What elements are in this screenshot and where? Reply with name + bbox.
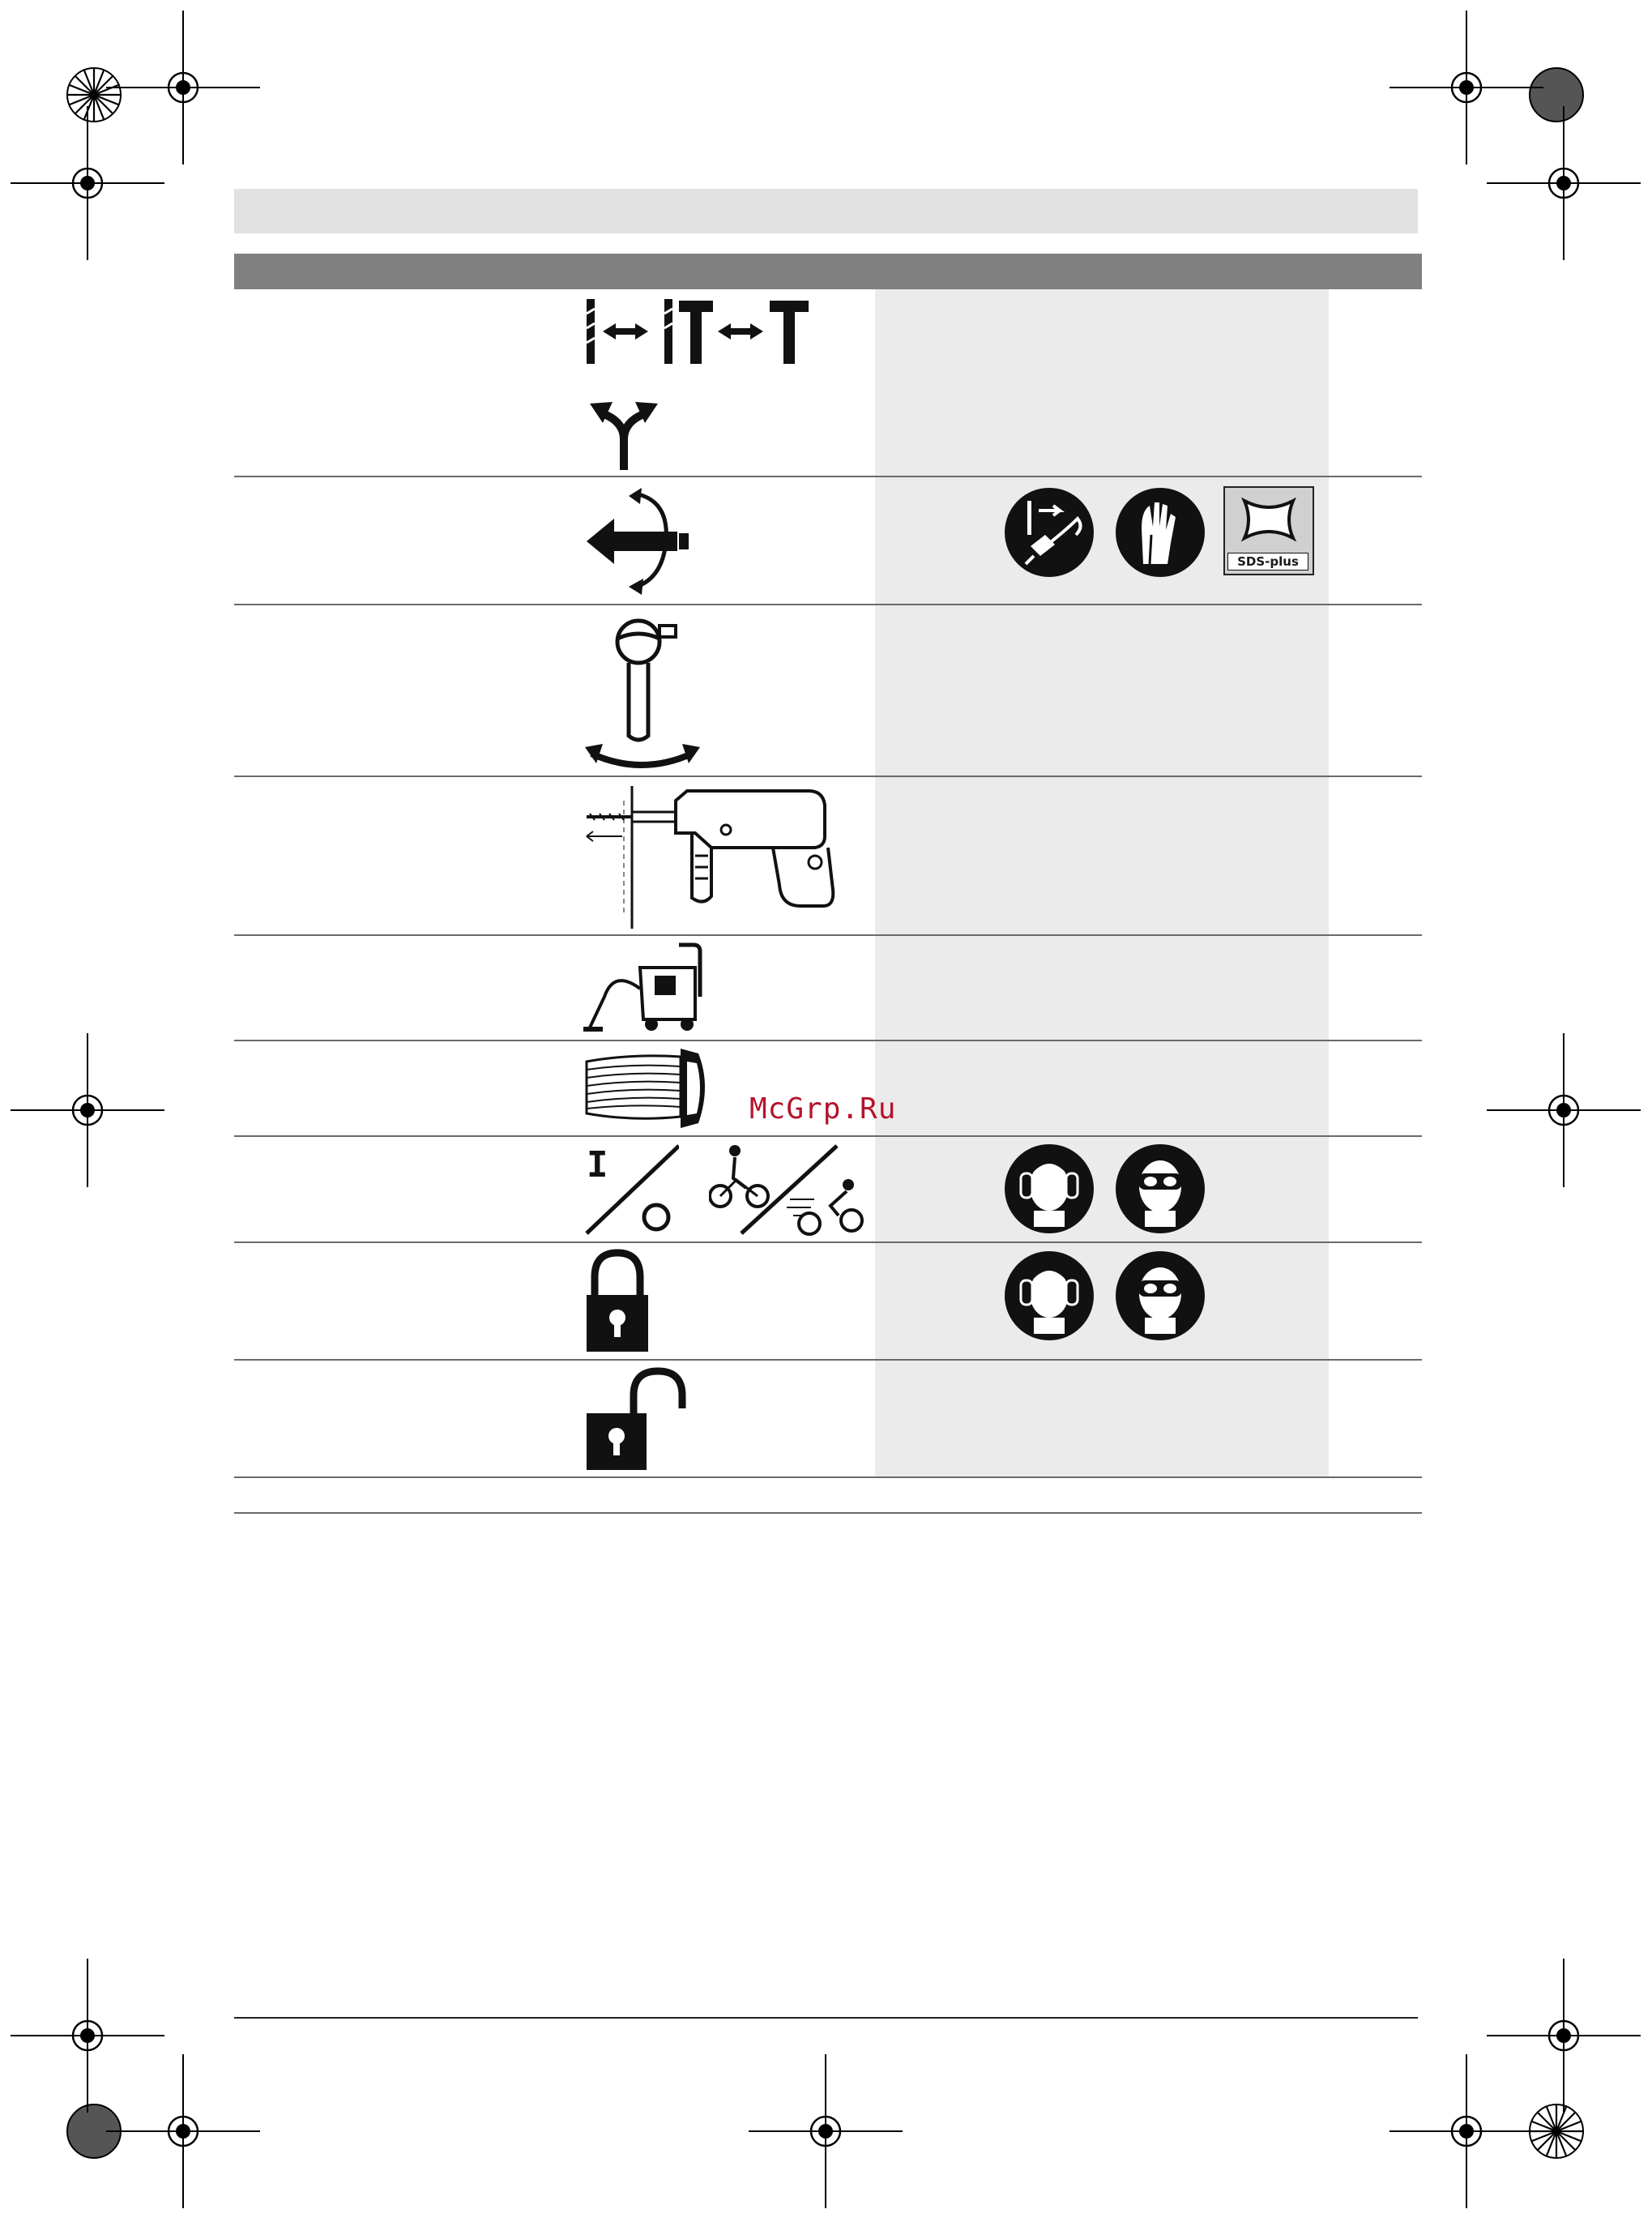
- sds-shank-icon: [1225, 488, 1313, 551]
- gloves-icon: [1114, 486, 1207, 579]
- row-divider: [234, 1476, 1422, 1478]
- locked-icon: [585, 1248, 650, 1353]
- sds-plus-icon: [1223, 486, 1314, 575]
- row-divider: [234, 934, 1422, 936]
- row-divider: [234, 1241, 1422, 1243]
- mode-select-arrow-icon: [583, 391, 672, 472]
- header-bar-dark: [234, 254, 1422, 289]
- row-divider: [234, 1040, 1422, 1041]
- vacuum-cleaner-icon: [582, 940, 744, 1037]
- on-off-switch-icon: [583, 1143, 679, 1236]
- bit-change-icon: [583, 296, 826, 369]
- eye-protection-icon-2: [1114, 1250, 1207, 1343]
- row-divider: [234, 1359, 1422, 1361]
- footer-rule: [234, 2017, 1418, 2019]
- ear-protection-icon-2: [1003, 1250, 1096, 1343]
- row-divider: [234, 1135, 1422, 1137]
- auxiliary-handle-icon: [585, 614, 706, 772]
- rotation-direction-icon: [582, 486, 695, 596]
- row-divider: [234, 1512, 1422, 1514]
- row-divider: [234, 776, 1422, 777]
- eye-protection-icon: [1114, 1143, 1207, 1236]
- header-bar-light: [234, 189, 1418, 233]
- speed-control-icon: [709, 1143, 871, 1236]
- unplug-icon: [1003, 486, 1096, 579]
- shaded-column: [875, 289, 1329, 1477]
- row-divider: [234, 604, 1422, 605]
- watermark: McGrp.Ru: [749, 1092, 897, 1126]
- ear-protection-icon: [1003, 1143, 1096, 1236]
- depth-stop-drill-icon: [582, 784, 849, 930]
- sds-plus-label: SDS-plus: [1227, 553, 1308, 570]
- dust-extraction-icon: [583, 1045, 713, 1131]
- unlocked-icon: [585, 1366, 698, 1472]
- on-symbol: I: [587, 1144, 608, 1186]
- row-divider: [234, 476, 1422, 477]
